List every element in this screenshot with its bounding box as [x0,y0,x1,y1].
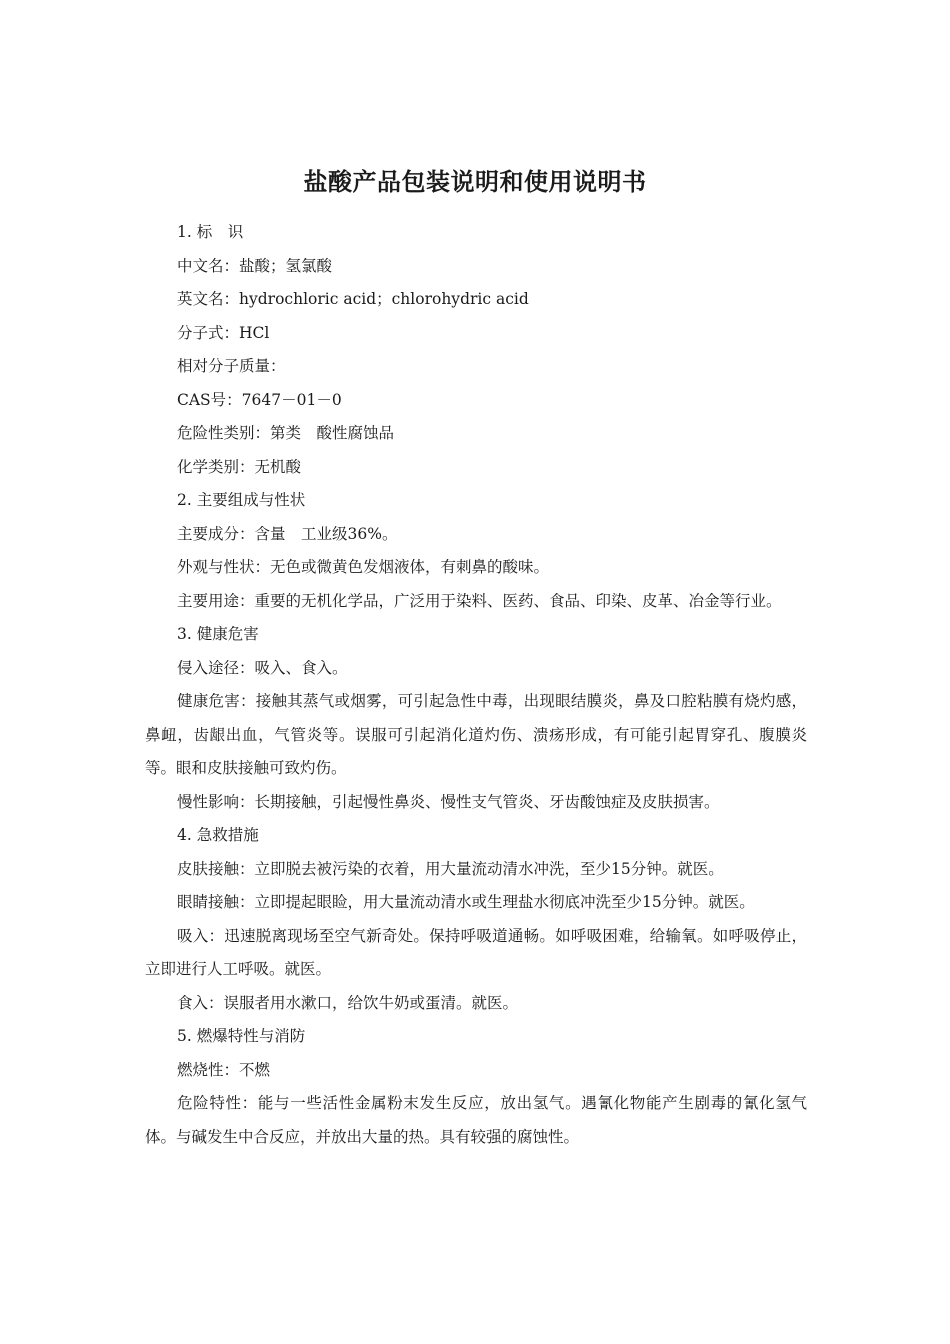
molecular-weight-line: 相对分子质量： [177,357,286,375]
inhalation-paragraph: 吸入：迅速脱离现场至空气新奇处。保持呼吸道通畅。如呼吸困难，给输氧。如呼吸停止，立即进行人工呼吸。就医。 [145,926,807,978]
main-uses-paragraph: 主要用途：重要的无机化学品，广泛用于染料、医药、食品、印染、皮革、冶金等行业。 [177,591,782,610]
main-component-line: 主要成分：含量 工业级36%。 [177,524,398,543]
chronic-effects-line: 慢性影响：长期接触，引起慢性鼻炎、慢性支气管炎、牙齿酸蚀症及皮肤损害。 [177,792,720,811]
hazard-properties-paragraph: 危险特性：能与一些活性金属粉末发生反应，放出氢气。遇氰化物能产生剧毒的氰化氢气体。与碱发生中合反应，并放出大量的热。具有较强的腐蚀性。 [145,1094,807,1146]
section-heading-composition: 2. 主要组成与性状 [177,491,306,509]
chemical-class-line: 化学类别：无机酸 [177,457,302,476]
english-name-line: 英文名：hydrochloric acid；chlorohydric acid [177,290,529,308]
section-heading-first-aid: 4. 急救措施 [177,826,259,844]
eye-contact-line: 眼睛接触：立即提起眼睑，用大量流动清水或生理盐水彻底冲洗至少15分钟。就医。 [177,893,755,911]
ingestion-line: 食入：误服者用水漱口，给饮牛奶或蛋清。就医。 [177,993,519,1012]
health-hazards-paragraph: 健康危害：接触其蒸气或烟雾，可引起急性中毒，出现眼结膜炎，鼻及口腔粘膜有烧灼感，鼻衄，齿龈出血，气管炎等。误服可引起消化道灼伤、溃疡形成，有可能引起胃穿孔、腹膜炎等。眼和皮肤接触可致灼伤。 [145,692,807,777]
chinese-name-line: 中文名：盐酸；氢氯酸 [177,256,333,275]
skin-contact-line: 皮肤接触：立即脱去被污染的衣着，用大量流动清水冲洗，至少15分钟。就医。 [177,859,724,878]
section-heading-health-hazards: 3. 健康危害 [177,625,259,643]
exposure-routes-line: 侵入途径：吸入、食入。 [177,658,348,677]
molecular-formula-line: 分子式：HCl [177,323,270,342]
flammability-line: 燃烧性：不燃 [177,1060,271,1079]
section-heading-identification: 1. 标 识 [177,223,244,241]
hazard-class-line: 危险性类别：第类 酸性腐蚀品 [177,424,395,442]
document-body [145,216,807,1154]
cas-number-line: CAS号：7647－01－0 [177,390,342,409]
document-title: 盐酸产品包装说明和使用说明书 [303,167,647,196]
section-heading-fire-fighting: 5. 燃爆特性与消防 [177,1027,306,1045]
appearance-line: 外观与性状：无色或微黄色发烟液体，有刺鼻的酸味。 [177,558,550,576]
